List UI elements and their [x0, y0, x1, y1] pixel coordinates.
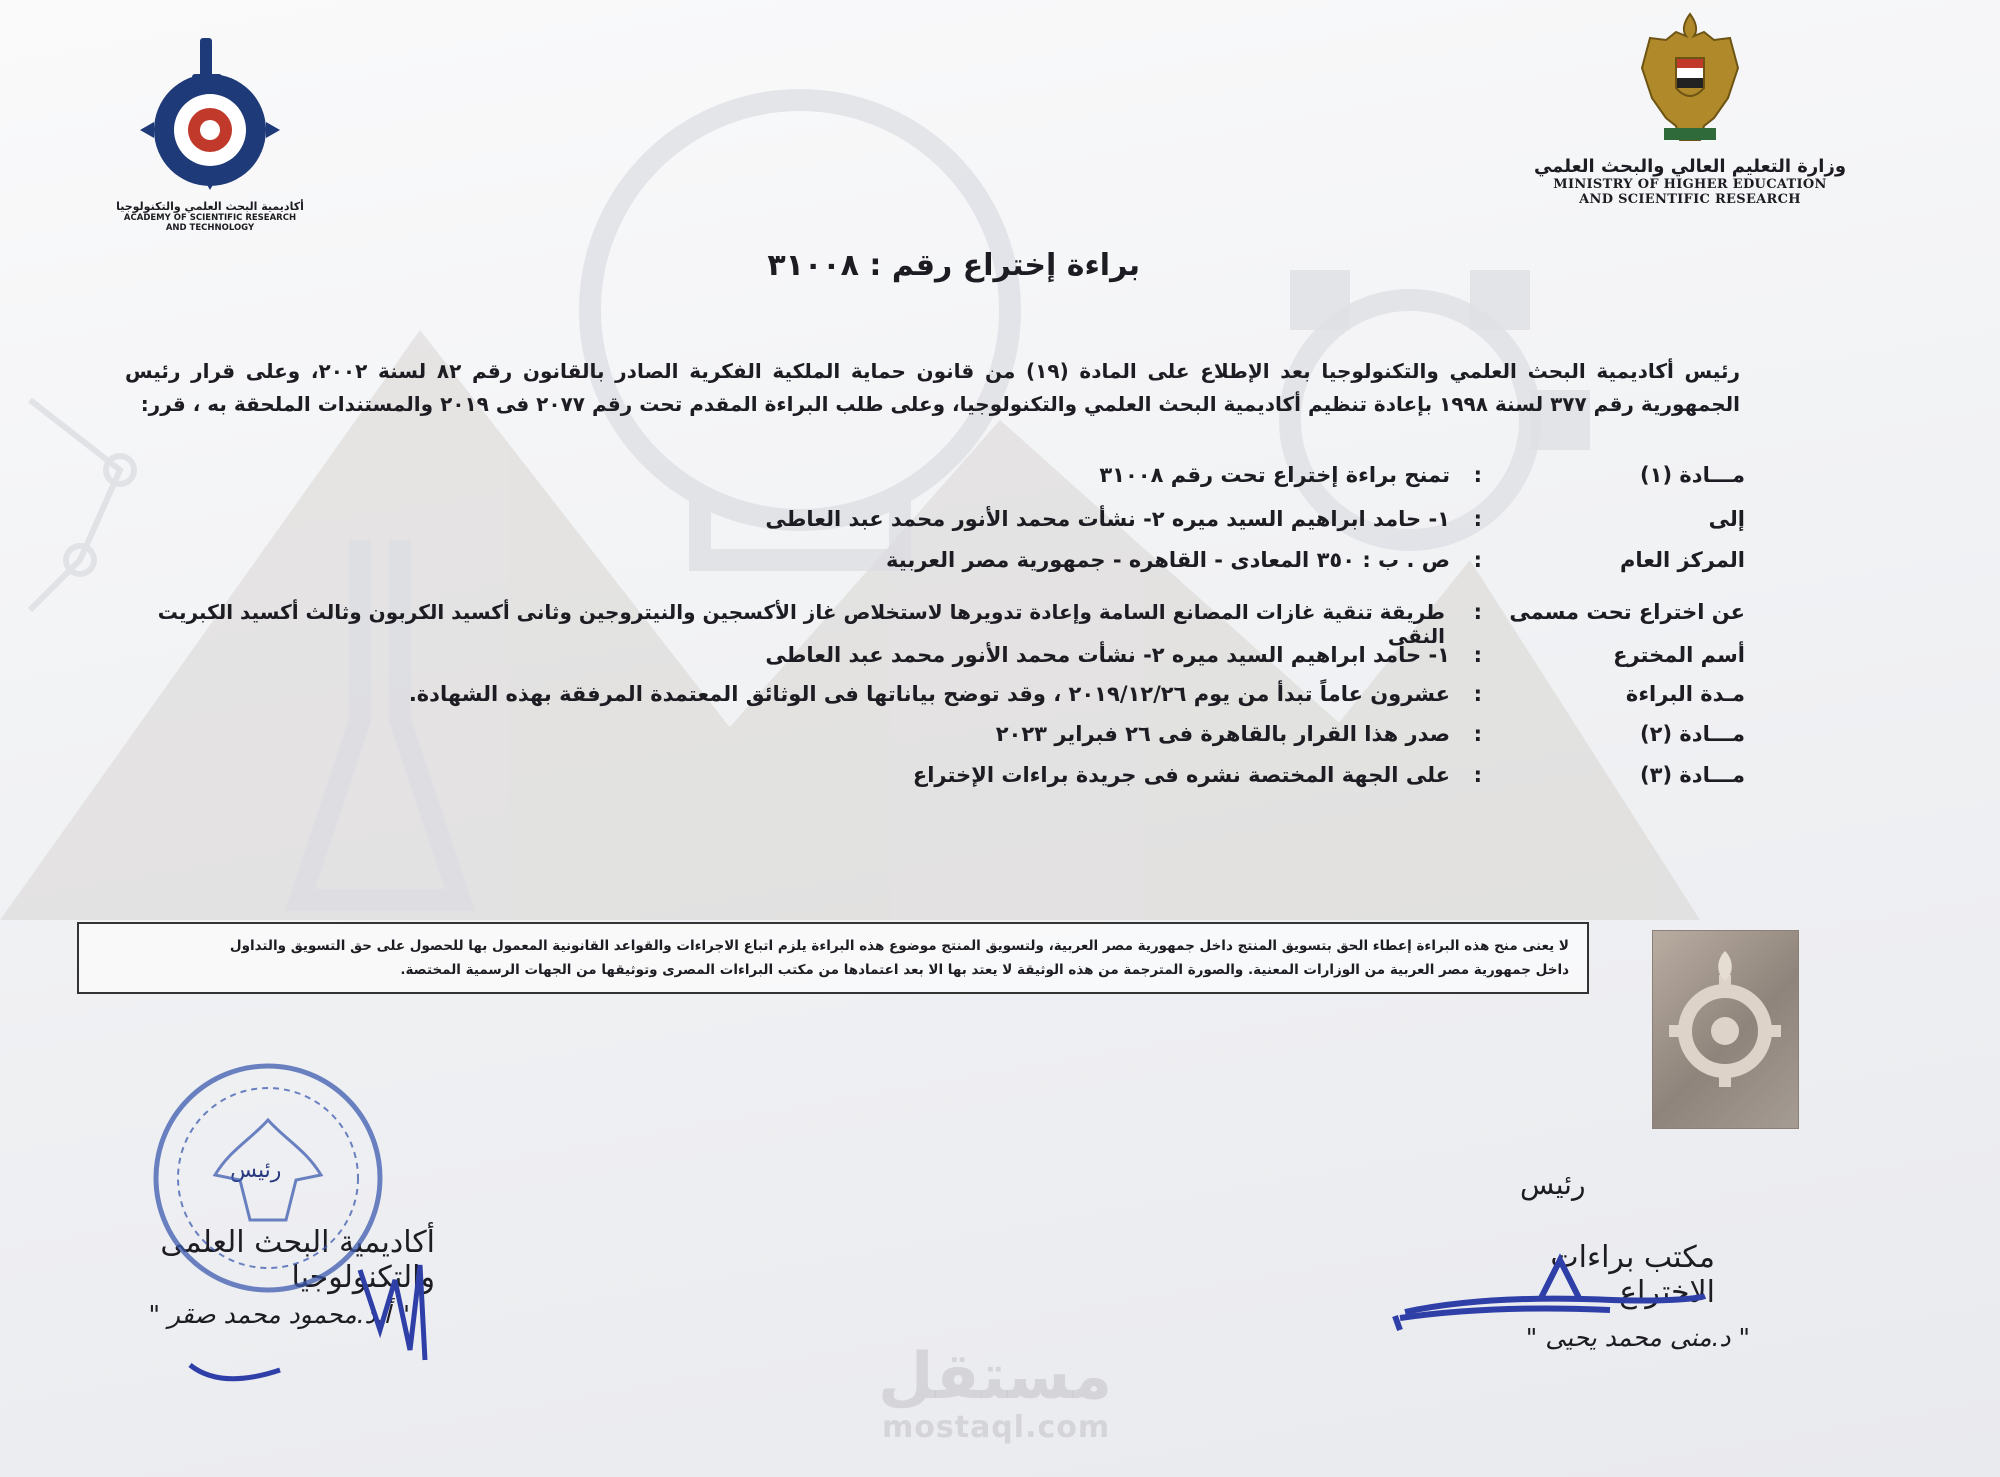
field-label: المركز العام — [1619, 548, 1745, 572]
field-value: تمنح براءة إختراع تحت رقم ٣١٠٠٨ — [1099, 463, 1450, 487]
field-colon: : — [1473, 548, 1482, 572]
field-label: مـــادة (١) — [1640, 463, 1745, 487]
field-value: على الجهة المختصة نشره فى جريدة براءات الإختراع — [912, 763, 1450, 787]
disclaimer-line-1: لا يعنى منح هذه البراءة إعطاء الحق بتسويق المنتج داخل جمهورية مصر العربية، ولتسويق المنتج موضوع هذه البراءة يلزم اتباع الاجراءات والقواعد القانونية المعمول بها للحصول على حق التسويق والتداول — [229, 938, 1569, 954]
field-value: ١- حامد ابراهيم السيد ميره ٢- نشأت محمد الأنور محمد عبد العاطى — [765, 507, 1450, 531]
left-signatory-title: رئيس — [230, 1158, 282, 1183]
academy-logo-icon — [130, 30, 290, 200]
field-colon: : — [1473, 763, 1482, 787]
field-label: عن اختراع تحت مسمى — [1509, 600, 1745, 624]
field-row-headquarters — [0, 548, 2000, 588]
field-label: إلى — [1708, 507, 1745, 531]
disclaimer-line-2: داخل جمهورية مصر العربية من الوزارات المعنية. والصورة المترجمة من هذه الوثيقة لا يعتد بها الا بعد اعتمادها من مكتب البراءات المصرى وتوثيقها من الجهات الرسمية المختصة. — [400, 962, 1569, 978]
field-row-article-3 — [0, 763, 2000, 803]
academy-name-en-line2: AND TECHNOLOGY — [165, 223, 255, 233]
field-label: أسم المخترع — [1613, 643, 1745, 667]
academy-header — [100, 30, 320, 233]
right-signatory-title: رئيس — [1520, 1168, 1586, 1201]
field-colon: : — [1473, 722, 1482, 746]
left-signatory-name: " أ.د.محمود محمد صقر " — [148, 1300, 410, 1329]
field-colon: : — [1473, 643, 1482, 667]
field-value: طريقة تنقية غازات المصانع السامة وإعادة تدويرها لاستخلاص غاز الأكسجين والنيتروجين وثانى أكسيد الكربون وثالث أكسيد الكبريت النقى — [157, 600, 1445, 648]
right-signatory-office: مكتب براءات الاختراع — [1550, 1240, 1715, 1310]
field-colon: : — [1473, 463, 1482, 487]
academy-name-en-line1: ACADEMY OF SCIENTIFIC RESEARCH — [123, 213, 297, 223]
ministry-name-en-line1: MINISTRY OF HIGHER EDUCATION — [1553, 177, 1827, 192]
field-value: عشرون عاماً تبدأ من يوم ٢٠١٩/١٢/٢٦ ، وقد توضح بياناتها فى الوثائق المعتمدة المرفقة بهذه الشهادة. — [408, 682, 1450, 706]
watermark-logo-text: مستقل — [878, 1340, 1113, 1414]
field-row-invention-title — [0, 600, 2000, 648]
field-label: مـــادة (٢) — [1640, 722, 1745, 746]
field-row-article-1 — [0, 463, 2000, 503]
egypt-eagle-emblem-icon — [1630, 8, 1750, 148]
field-label: مـــادة (٣) — [1640, 763, 1745, 787]
field-colon: : — [1473, 600, 1482, 624]
field-value: ١- حامد ابراهيم السيد ميره ٢- نشأت محمد الأنور محمد عبد العاطى — [765, 643, 1450, 667]
field-value: صدر هذا القرار بالقاهرة فى ٢٦ فبراير ٢٠٢٣ — [995, 722, 1450, 746]
field-row-article-2 — [0, 722, 2000, 762]
field-row-inventor-name — [0, 643, 2000, 683]
watermark-url: mostaql.com — [882, 1410, 1111, 1445]
preamble-text: رئيس أكاديمية البحث العلمي والتكنولوجيا بعد الإطلاع على المادة (١٩) من قانون حماية الملكية الفكرية الصادر بالقانون رقم ٨٢ لسنة ٢٠٠٢، وعلى قرار رئيس الجمهورية رقم ٣٧٧ لسنة ١٩٩٨ بإعادة تنظيم أكاديمية البحث العلمي والتكنولوجيا، وعلى طلب البراءة المقدم تحت رقم ٢٠٧٧ فى ٢٠١٩ والمستندات الملحقة به ، قرر: — [125, 359, 1740, 416]
disclaimer-box — [77, 922, 1589, 994]
left-signatory-organization: أكاديمية البحث العلمى والتكنولوجيا — [160, 1225, 435, 1295]
field-row-patent-duration — [0, 682, 2000, 722]
field-label: مـدة البراءة — [1625, 682, 1745, 706]
field-colon: : — [1473, 507, 1482, 531]
ministry-name-en-line2: AND SCIENTIFIC RESEARCH — [1579, 192, 1801, 207]
ministry-header — [1520, 8, 1860, 207]
right-signatory-name: " د.منى محمد يحيى " — [1525, 1323, 1750, 1352]
security-hologram — [1652, 930, 1799, 1129]
field-colon: : — [1473, 682, 1482, 706]
ministry-name-ar: وزارة التعليم العالي والبحث العلمي — [1533, 156, 1847, 177]
field-value: ص . ب : ٣٥٠ المعادى - القاهره - جمهورية مصر العربية — [886, 548, 1450, 572]
patent-title: براءة إختراع رقم : ٣١٠٠٨ — [767, 248, 1140, 283]
hologram-gear-icon — [1653, 931, 1798, 1128]
academy-name-ar: أكاديمية البحث العلمي والتكنولوجيا — [116, 200, 304, 213]
field-row-to — [0, 507, 2000, 547]
